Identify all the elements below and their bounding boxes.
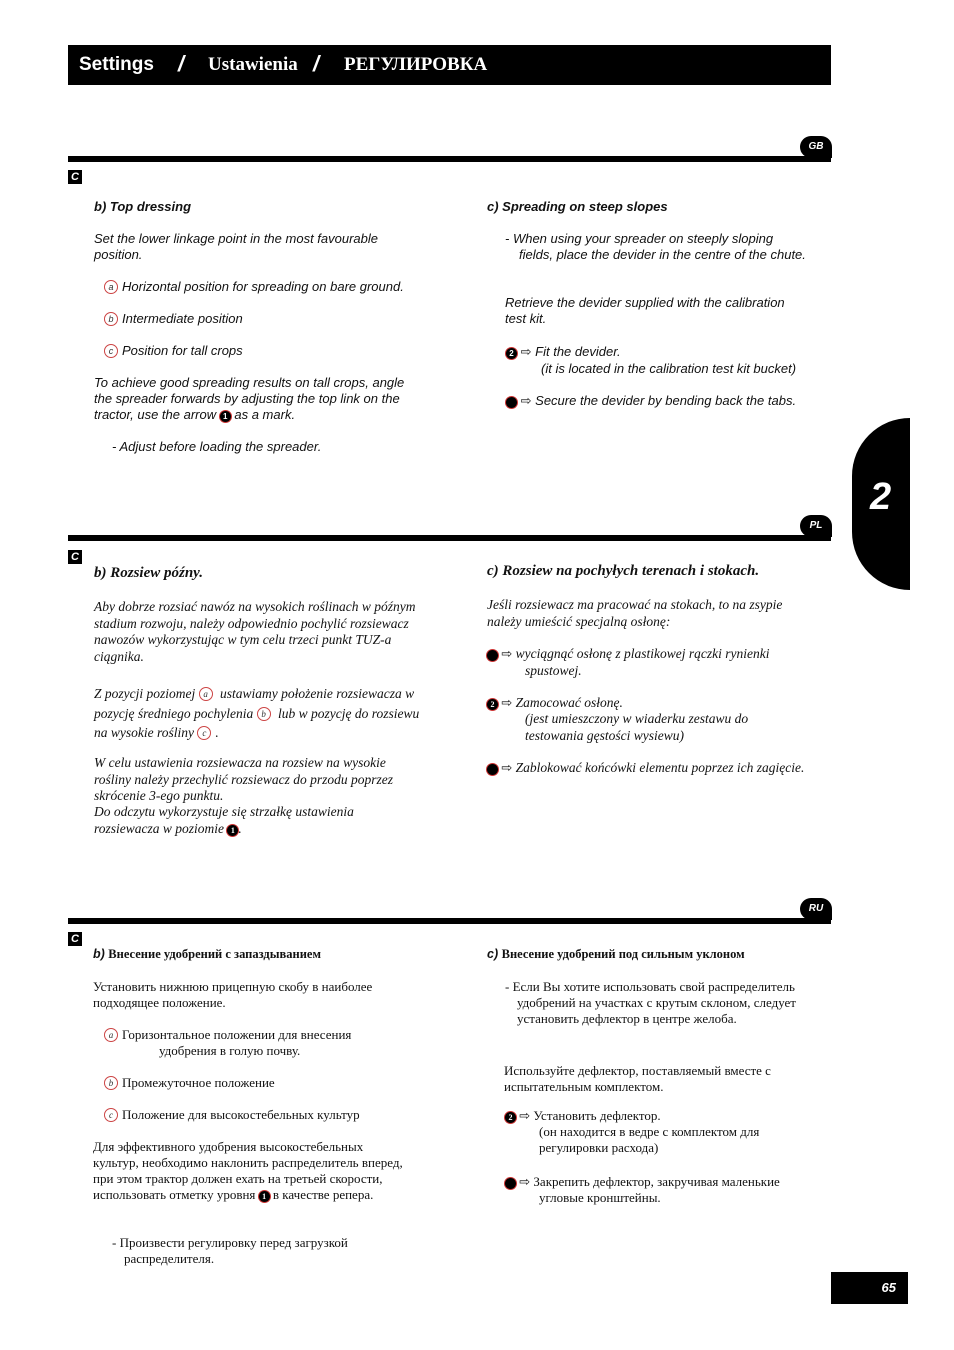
ru-item-a-text-2: удобрения в голую почву. (159, 1043, 301, 1058)
page-number-text: 65 (881, 1280, 896, 1295)
gb-item-b (104, 311, 243, 327)
pl-step-2 (487, 695, 623, 712)
header-ustawienia: Ustawienia (208, 54, 298, 75)
ru-title-steep-slope (487, 947, 745, 962)
pl-p2-text: ustawiamy położenie (220, 686, 333, 701)
pl-paragraph-3: W celu ustawienia rozsiewacza na rozsiew na wysokie rośliny należy przechylić rozsiewacz do przodu poprzez skrócenie 3-ego punktu. (94, 755, 393, 803)
gb-steep-paragraph: - When using your spreader on steeply sloping fields, place the devider in the centre of the chute. (505, 231, 806, 262)
ru-item-a-text: Горизонтальное положении для внесения (122, 1027, 352, 1042)
arrow-right-icon: ⇨ (501, 646, 513, 661)
gb-item-a (104, 279, 424, 295)
marker-c: c (197, 726, 211, 740)
ru-item-b-text: Промежуточное положение (122, 1075, 275, 1090)
pl-step-1 (471, 646, 815, 679)
marker-a: a (104, 1028, 118, 1042)
section-rule-ru (68, 918, 831, 924)
ru-title-letter: b) (93, 947, 105, 961)
arrow-right-icon: ⇨ (519, 1174, 531, 1189)
ru-title-letter: c) (487, 947, 499, 961)
ru-adjust-note: - Произвести регулировку перед загрузкой распределителя. (112, 1235, 348, 1266)
section-rule-pl (68, 535, 831, 541)
section-marker-c: C (68, 932, 82, 946)
gb-tall-text: To achieve good spreading results on tall crops, angle the spreader forwards by adjusting the top link on the tractor, use the arrow (94, 375, 405, 422)
section-marker-c: C (68, 170, 82, 184)
ru-item-a (104, 1027, 351, 1043)
pl-title-rozsiew-stoki: c) Rozsiew na pochyłych terenach i stokach. (487, 563, 760, 579)
number-badge-2: 2 (487, 699, 498, 710)
pl-step-3 (471, 760, 845, 777)
ru-steep-paragraph: - Если Вы хотите использовать свой распределитель удобрений на участках с крутым склоном, следует установить дефлектор в центре желоба. (505, 979, 796, 1026)
pl-step-2-text: Zamocować osłonę. (515, 695, 623, 710)
ru-item-c (104, 1107, 360, 1123)
marker-c: c (104, 1108, 118, 1122)
number-badge-1: 1 (220, 411, 231, 422)
pl-p2-text: . (215, 725, 219, 740)
ru-step-2 (505, 1108, 661, 1124)
number-badge-2: 2 (505, 1112, 516, 1123)
ru-tall-paragraph (93, 1139, 411, 1203)
gb-adjust-note: - Adjust before loading the spreader. (112, 439, 322, 454)
ru-title-text: Внесение удобрений с запаздыванием (108, 947, 321, 961)
gb-intro: Set the lower linkage point in the most favourable position. (94, 231, 379, 262)
section-marker-c: C (68, 550, 82, 564)
header-settings: Settings (79, 54, 154, 75)
number-badge-1: 1 (227, 825, 238, 836)
ru-item-c-text: Положение для высокостебельных культур (122, 1107, 360, 1122)
gb-retrieve-paragraph: Retrieve the devider supplied with the calibration test kit. (505, 295, 785, 326)
arrow-right-icon: ⇨ (501, 760, 513, 775)
gb-step-3-text: Secure the devider by bending back the tabs. (535, 393, 797, 408)
number-badge-3: 3 (505, 1178, 516, 1189)
pl-title-rozsiew-pozny: b) Rozsiew późny. (94, 565, 204, 581)
pl-p2-text: Z pozycji poziomej (94, 686, 196, 701)
header-regulirovka: РЕГУЛИРОВКА (344, 54, 488, 75)
number-badge-1: 1 (487, 650, 498, 661)
page-number (831, 1272, 908, 1304)
pl-step-1-text: wyciągnąć osłonę z plastikowej rączki rynienki spustowej. (515, 646, 770, 678)
arrow-right-icon: ⇨ (520, 393, 532, 408)
ru-title-late-fertilizing (93, 947, 321, 962)
ru-intro: Установить нижнюю прицепную скобу в наиболее подходящее положение. (93, 979, 373, 1010)
pl-paragraph-1: Aby dobrze rozsiać nawóz na wysokich roślinach w późnym stadium rozwoju, należy odpowiednio pochylić rozsiewacz nawozów wykorzystując w tym celu trzeci punkt TUZ-a ciągnika. (94, 599, 416, 664)
ru-item-b (104, 1075, 275, 1091)
gb-step-2 (506, 344, 621, 360)
ru-step-2-note: (он находится в ведре с комплектом для регулировки расхода) (539, 1124, 760, 1155)
chapter-number: 2 (870, 476, 892, 518)
number-badge-3: 3 (506, 397, 517, 408)
pl-p4-text: Do odczytu wykorzystuje się strzałkę ustawienia rozsiewacza w poziomie (94, 804, 354, 836)
ru-tall-text-end: в качестве репера. (272, 1187, 374, 1202)
pl-p4-text: . (238, 820, 242, 836)
ru-title-text: Внесение удобрений под сильным уклоном (501, 947, 745, 961)
arrow-right-icon: ⇨ (501, 695, 513, 710)
gb-item-c-text: Position for tall crops (122, 343, 243, 358)
pl-intro: Jeśli rozsiewacz ma pracować na stokach, to na zsypie należy umieścić specjalną osłonę: (487, 597, 783, 629)
arrow-right-icon: ⇨ (519, 1108, 531, 1123)
gb-step-2-text: Fit the devider. (535, 344, 621, 359)
page-header (68, 45, 831, 85)
number-badge-2: 2 (506, 348, 517, 359)
pl-step-2-note: (jest umieszczony w wiaderku zestawu do testowania gęstości wysiewu) (525, 711, 749, 743)
pl-p2-text: lub (277, 705, 296, 721)
gb-item-c (104, 343, 243, 359)
ru-step-3 (491, 1174, 789, 1206)
marker-b: b (104, 1076, 118, 1090)
ru-tall-text: Для эффективного удобрения высокостебельных культур, необходимо наклонить распределитель вперед, при этом трактор должен ехать на третьей скорости, использовать отметку уровня (93, 1139, 403, 1202)
gb-item-b-text: Intermediate position (122, 311, 243, 326)
pl-p2-text: rozsiewacza w pozycję średniego pochylenia (94, 686, 415, 721)
marker-b: b (104, 312, 118, 326)
arrow-right-icon: ⇨ (520, 344, 532, 359)
ru-step-3-text: Закрепить дефлектор, закручивая маленькие угловые кронштейны. (533, 1174, 780, 1205)
pl-paragraph-2 (94, 684, 424, 743)
number-badge-3: 3 (487, 764, 498, 775)
gb-tall-text-end: as a mark. (234, 407, 296, 422)
marker-a: a (104, 280, 118, 294)
lang-badge-gb: GB (800, 136, 832, 158)
gb-item-a-text: Horizontal position for spreading on bare ground. (122, 279, 404, 294)
ru-use-paragraph: Используйте дефлектор, поставляемый вместе с испытательным комплектом. (504, 1063, 771, 1094)
pl-step-3-text: Zablokować końcówki elementu poprzez ich zagięcie. (515, 760, 805, 775)
lang-badge-pl: PL (800, 515, 832, 537)
ru-step-2-text: Установить дефлектор. (533, 1108, 661, 1123)
marker-a: a (199, 687, 213, 701)
section-rule-gb (68, 156, 831, 162)
header-slash: / (313, 51, 320, 76)
gb-title-top-dressing: b) Top dressing (94, 199, 192, 214)
gb-step-2-note: (it is located in the calibration test kit bucket) (541, 361, 797, 376)
pl-p2-text: w pozycję do rozsiewu na wysokie rośliny (94, 705, 420, 740)
marker-b: b (257, 707, 271, 721)
pl-paragraph-4 (94, 804, 404, 837)
number-badge-1: 1 (259, 1191, 270, 1202)
header-slash: / (178, 51, 185, 76)
gb-title-steep-slopes: c) Spreading on steep slopes (487, 199, 668, 214)
lang-badge-ru: RU (800, 898, 832, 920)
marker-c: c (104, 344, 118, 358)
gb-tall-crops-paragraph (94, 375, 416, 423)
gb-step-3 (494, 393, 816, 409)
